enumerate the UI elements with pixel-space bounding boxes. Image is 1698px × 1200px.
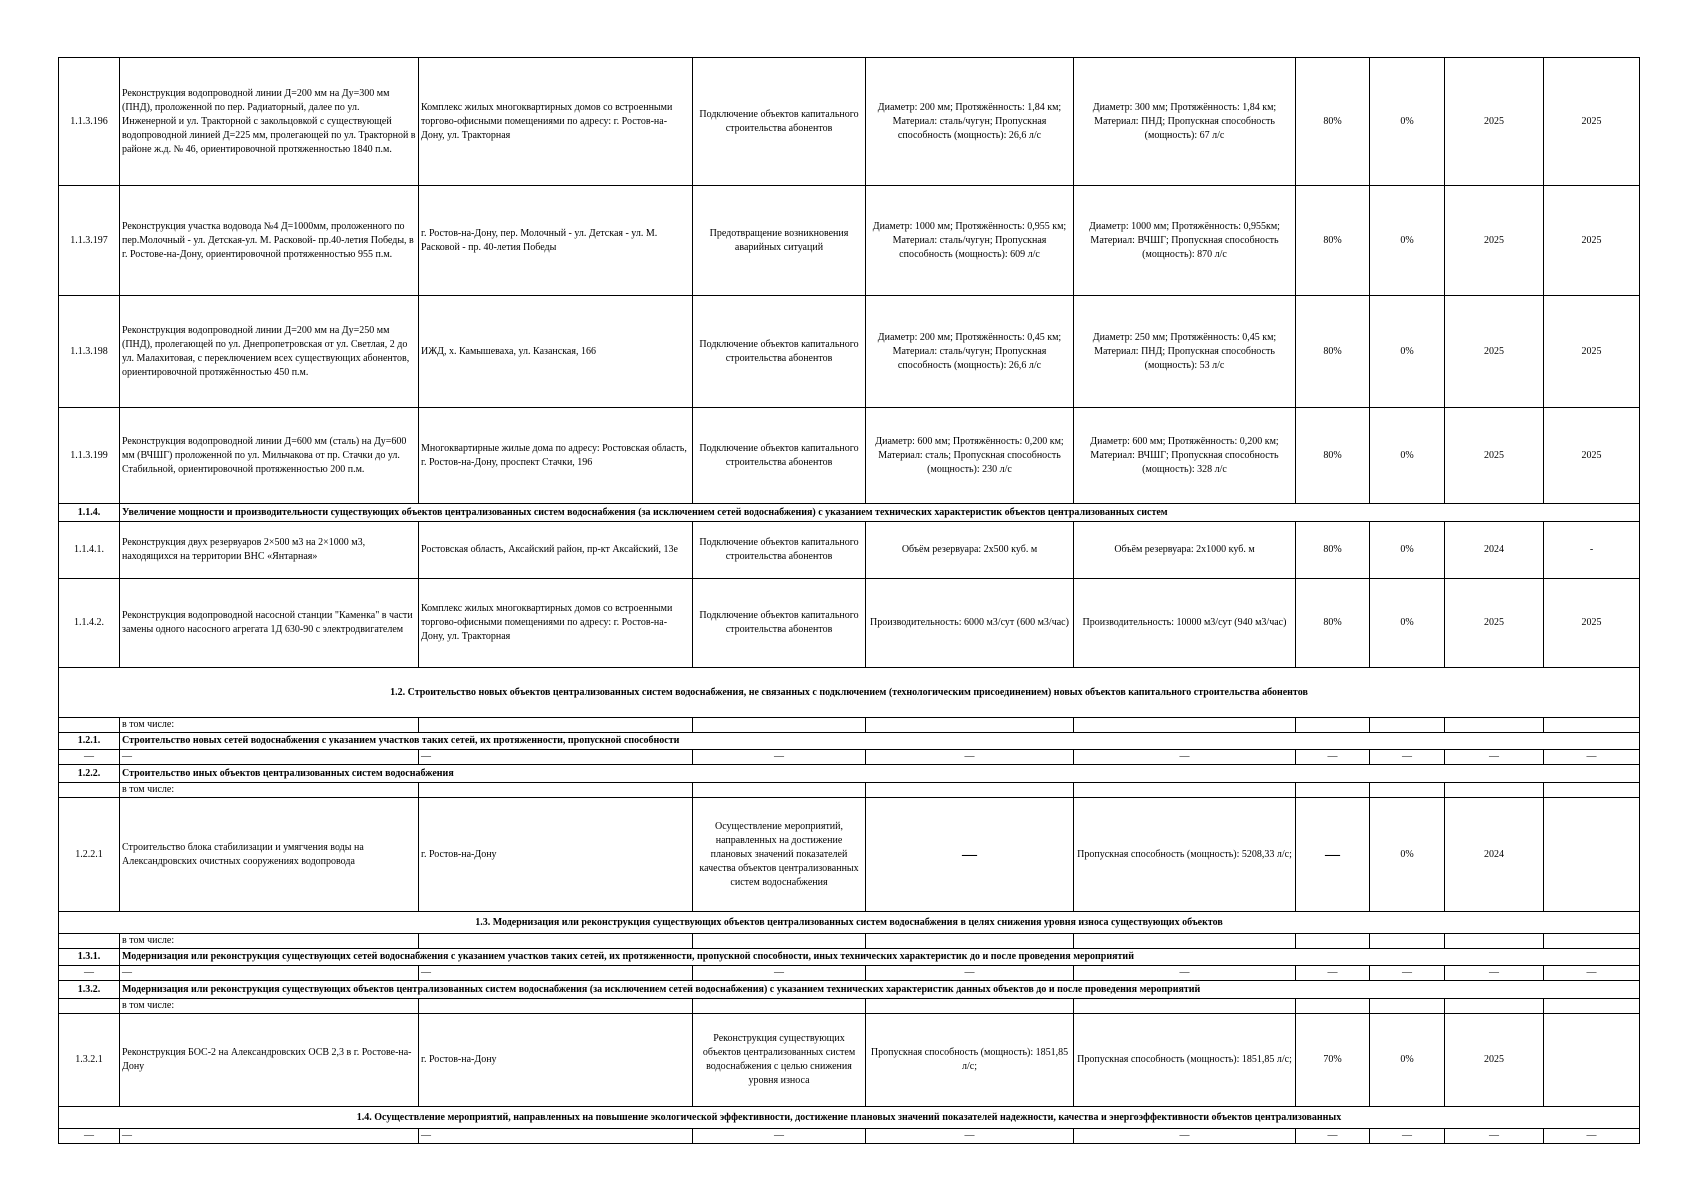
year-end (1544, 798, 1640, 912)
percent-value: 70% (1296, 1014, 1370, 1107)
row-number: 1.1.3.197 (59, 186, 120, 296)
table-row (59, 186, 1640, 296)
characteristics-before: Диаметр: 200 мм; Протяжённость: 1,84 км; Материал: сталь/чугун; Пропускная способность (мощность): 26,6 л/с (866, 58, 1074, 186)
subsection-number: 1.3.2. (59, 981, 120, 999)
dash-cell: — (693, 1129, 866, 1144)
dash-cell: — (1445, 750, 1544, 765)
percent-value: 0% (1370, 296, 1445, 408)
dash-cell: — (120, 966, 419, 981)
section-header (59, 912, 1640, 934)
measure-purpose: Подключение объектов капитального строительства абонентов (693, 579, 866, 668)
measure-purpose: Реконструкция существующих объектов централизованных систем водоснабжения с целью снижения уровня износа (693, 1014, 866, 1107)
subsection-header (59, 981, 1640, 999)
dash-cell: — (1445, 966, 1544, 981)
subsection-number: 1.3.1. (59, 949, 120, 966)
dash-cell: — (1544, 750, 1640, 765)
measure-name: Строительство блока стабилизации и умягчения воды на Александровских очистных сооружениях водопровода (120, 798, 419, 912)
dash-cell: — (1296, 1129, 1370, 1144)
dash-cell: — (693, 750, 866, 765)
characteristics-before: Пропускная способность (мощность): 1851,85 л/с; (866, 1014, 1074, 1107)
percent-value: — (1296, 798, 1370, 912)
percent-value: 0% (1370, 798, 1445, 912)
including-row (59, 718, 1640, 733)
characteristics-before: — (866, 798, 1074, 912)
dash-cell: — (419, 750, 693, 765)
measure-location: Многоквартирные жилые дома по адресу: Ростовская область, г. Ростов-на-Дону, проспект Стачки, 196 (419, 408, 693, 504)
row-number: 1.1.4.1. (59, 522, 120, 579)
table-row (59, 579, 1640, 668)
year-end: 2025 (1544, 296, 1640, 408)
characteristics-after: Объём резервуара: 2х1000 куб. м (1074, 522, 1296, 579)
dash-cell: — (866, 1129, 1074, 1144)
empty-row (59, 750, 1640, 765)
dash-cell: — (1544, 1129, 1640, 1144)
measure-location: Ростовская область, Аксайский район, пр-кт Аксайский, 13е (419, 522, 693, 579)
percent-value: 0% (1370, 58, 1445, 186)
subsection-header (59, 733, 1640, 750)
characteristics-after: Пропускная способность (мощность): 5208,33 л/с; (1074, 798, 1296, 912)
year-start: 2025 (1445, 408, 1544, 504)
characteristics-after: Диаметр: 600 мм; Протяжённость: 0,200 км; Материал: ВЧШГ; Пропускная способность (мощность): 328 л/с (1074, 408, 1296, 504)
dash-cell: — (1296, 966, 1370, 981)
measure-purpose: Подключение объектов капитального строительства абонентов (693, 296, 866, 408)
dash-cell: — (59, 750, 120, 765)
row-number: 1.2.2.1 (59, 798, 120, 912)
subsection-title: Модернизация или реконструкция существующих сетей водоснабжения с указанием участков таких сетей, их протяженности, пропускной способности, иных технических характеристик до и после проведения мероприятий (120, 949, 1640, 966)
dash-cell: — (1544, 966, 1640, 981)
year-end: 2025 (1544, 579, 1640, 668)
section-header (59, 668, 1640, 718)
measure-name: Реконструкция двух резервуаров 2×500 м3 на 2×1000 м3, находящихся на территории ВНС «Янтарная» (120, 522, 419, 579)
including-label: в том числе: (120, 718, 419, 733)
characteristics-before: Производительность: 6000 м3/сут (600 м3/час) (866, 579, 1074, 668)
including-row (59, 783, 1640, 798)
year-end: 2025 (1544, 186, 1640, 296)
year-start: 2025 (1445, 1014, 1544, 1107)
percent-value: 0% (1370, 579, 1445, 668)
section-title: 1.2. Строительство новых объектов централизованных систем водоснабжения, не связанных с подключением (технологическим присоединением) новых объектов капитального строительства абонентов (59, 668, 1640, 718)
measure-location: г. Ростов-на-Дону, пер. Молочный - ул. Детская - ул. М. Расковой - пр. 40-летия Победы (419, 186, 693, 296)
measure-name: Реконструкция водопроводной линии Д=200 мм на Ду=250 мм (ПНД), пролегающей по ул. Днепропетровская от ул. Светлая, 2 до ул. Малахитовая, с переключением всех существующих абонентов, ориентировочной протяжённостью 450 п.м. (120, 296, 419, 408)
percent-value: 80% (1296, 186, 1370, 296)
characteristics-before: Диаметр: 600 мм; Протяжённость: 0,200 км; Материал: сталь; Пропускная способность (мощность): 230 л/с (866, 408, 1074, 504)
subsection-header (59, 949, 1640, 966)
year-end: 2025 (1544, 408, 1640, 504)
empty-row (59, 1129, 1640, 1144)
row-number: 1.1.3.196 (59, 58, 120, 186)
dash-cell: — (59, 966, 120, 981)
percent-value: 80% (1296, 408, 1370, 504)
dash-cell: — (120, 1129, 419, 1144)
percent-value: 0% (1370, 1014, 1445, 1107)
subsection-number: 1.2.2. (59, 765, 120, 783)
percent-value: 80% (1296, 58, 1370, 186)
dash-cell: — (120, 750, 419, 765)
row-number: 1.1.3.198 (59, 296, 120, 408)
year-end: - (1544, 522, 1640, 579)
including-row (59, 999, 1640, 1014)
row-number: 1.3.2.1 (59, 1014, 120, 1107)
row-number: 1.1.4.2. (59, 579, 120, 668)
measure-purpose: Подключение объектов капитального строительства абонентов (693, 408, 866, 504)
percent-value: 0% (1370, 186, 1445, 296)
measure-purpose: Осуществление мероприятий, направленных на достижение плановых значений показателей качества объектов централизованных систем водоснабжения (693, 798, 866, 912)
characteristics-after: Диаметр: 250 мм; Протяжённость: 0,45 км; Материал: ПНД; Пропускная способность (мощность): 53 л/с (1074, 296, 1296, 408)
measure-purpose: Подключение объектов капитального строительства абонентов (693, 58, 866, 186)
year-start: 2025 (1445, 58, 1544, 186)
characteristics-after: Пропускная способность (мощность): 1851,85 л/с; (1074, 1014, 1296, 1107)
measure-location: г. Ростов-на-Дону (419, 1014, 693, 1107)
subsection-number: 1.1.4. (59, 504, 120, 522)
characteristics-before: Диаметр: 200 мм; Протяжённость: 0,45 км; Материал: сталь/чугун; Пропускная способность (мощность): 26,6 л/с (866, 296, 1074, 408)
dash-cell: — (419, 1129, 693, 1144)
year-start: 2024 (1445, 798, 1544, 912)
subsection-header (59, 765, 1640, 783)
characteristics-after: Диаметр: 300 мм; Протяжённость: 1,84 км; Материал: ПНД; Пропускная способность (мощность): 67 л/с (1074, 58, 1296, 186)
measure-location: Комплекс жилых многоквартирных домов со встроенными торгово-офисными помещениями по адресу: г. Ростов-на-Дону, ул. Тракторная (419, 579, 693, 668)
year-start: 2025 (1445, 579, 1544, 668)
year-end (1544, 1014, 1640, 1107)
subsection-title: Модернизация или реконструкция существующих объектов централизованных систем водоснабжения (за исключением сетей водоснабжения) с указанием технических характеристик данных объектов до и после проведения мероприятий (120, 981, 1640, 999)
characteristics-after: Диаметр: 1000 мм; Протяжённость: 0,955км; Материал: ВЧШГ; Пропускная способность (мощность): 870 л/с (1074, 186, 1296, 296)
subsection-header (59, 504, 1640, 522)
characteristics-before: Объём резервуара: 2х500 куб. м (866, 522, 1074, 579)
section-header (59, 1107, 1640, 1129)
characteristics-before: Диаметр: 1000 мм; Протяжённость: 0,955 км; Материал: сталь/чугун; Пропускная способность (мощность): 609 л/с (866, 186, 1074, 296)
section-title: 1.3. Модернизация или реконструкция существующих объектов централизованных систем водоснабжения в целях снижения уровня износа существующих объектов (59, 912, 1640, 934)
measure-purpose: Подключение объектов капитального строительства абонентов (693, 522, 866, 579)
table-row (59, 522, 1640, 579)
measure-name: Реконструкция водопроводной насосной станции "Каменка" в части замены одного насосного агрегата 1Д 630-90 с электродвигателем (120, 579, 419, 668)
year-start: 2025 (1445, 186, 1544, 296)
section-title: 1.4. Осуществление мероприятий, направленных на повышение экологической эффективности, достижение плановых значений показателей надежности, качества и энергоэффективности объектов централизованных (59, 1107, 1640, 1129)
table-row (59, 408, 1640, 504)
year-start: 2025 (1445, 296, 1544, 408)
including-label: в том числе: (120, 934, 419, 949)
year-start: 2024 (1445, 522, 1544, 579)
dash-cell: — (866, 750, 1074, 765)
dash-cell: — (1370, 966, 1445, 981)
dash-cell: — (1445, 1129, 1544, 1144)
dash-cell: — (419, 966, 693, 981)
measure-location: г. Ростов-на-Дону (419, 798, 693, 912)
subsection-title: Строительство новых сетей водоснабжения с указанием участков таких сетей, их протяженности, пропускной способности (120, 733, 1640, 750)
table-row (59, 58, 1640, 186)
table-row (59, 296, 1640, 408)
measure-name: Реконструкция водопроводной линии Д=200 мм на Ду=300 мм (ПНД), проложенной по пер. Радиаторный, далее по ул. Инженерной и ул. Тракторной с закольцовкой с существующей водопроводной линией Д=225 мм, пролегающей по ул. Тракторной в районе ж.д. № 46, ориентировочной протяженностью 1840 п.м. (120, 58, 419, 186)
dash-cell: — (1074, 1129, 1296, 1144)
including-row (59, 934, 1640, 949)
row-number: 1.1.3.199 (59, 408, 120, 504)
subsection-title: Строительство иных объектов централизованных систем водоснабжения (120, 765, 1640, 783)
including-label: в том числе: (120, 999, 419, 1014)
dash-cell: — (1074, 966, 1296, 981)
subsection-number: 1.2.1. (59, 733, 120, 750)
empty-row (59, 966, 1640, 981)
percent-value: 0% (1370, 522, 1445, 579)
dash-cell: — (1370, 750, 1445, 765)
percent-value: 80% (1296, 296, 1370, 408)
measure-location: Комплекс жилых многоквартирных домов со встроенными торгово-офисными помещениями по адресу: г. Ростов-на-Дону, ул. Тракторная (419, 58, 693, 186)
measure-name: Реконструкция водопроводной линии Д=600 мм (сталь) на Ду=600 мм (ВЧШГ) проложенной по ул. Мильчакова от пр. Стачки до ул. Стабильной, ориентировочной протяженностью 200 п.м. (120, 408, 419, 504)
dash-cell: — (59, 1129, 120, 1144)
percent-value: 80% (1296, 522, 1370, 579)
measure-purpose: Предотвращение возникновения аварийных ситуаций (693, 186, 866, 296)
measure-name: Реконструкция БОС-2 на Александровских ОСВ 2,3 в г. Ростове-на-Дону (120, 1014, 419, 1107)
measures-table (58, 57, 1640, 1144)
dash-cell: — (1296, 750, 1370, 765)
table-row (59, 1014, 1640, 1107)
measure-location: ИЖД, х. Камышеваха, ул. Казанская, 166 (419, 296, 693, 408)
percent-value: 0% (1370, 408, 1445, 504)
including-label: в том числе: (120, 783, 419, 798)
table-row (59, 798, 1640, 912)
dash-cell: — (1074, 750, 1296, 765)
subsection-title: Увеличение мощности и производительности существующих объектов централизованных систем водоснабжения (за исключением сетей водоснабжения) с указанием технических характеристик объектов централизованных систем (120, 504, 1640, 522)
dash-cell: — (693, 966, 866, 981)
dash-cell: — (1370, 1129, 1445, 1144)
percent-value: 80% (1296, 579, 1370, 668)
characteristics-after: Производительность: 10000 м3/сут (940 м3/час) (1074, 579, 1296, 668)
year-end: 2025 (1544, 58, 1640, 186)
dash-cell: — (866, 966, 1074, 981)
measure-name: Реконструкция участка водовода №4 Д=1000мм, проложенного по пер.Молочный - ул. Детская-ул. М. Расковой- пр.40-летия Победы, в г. Ростове-на-Дону, ориентировочной протяженностью 955 п.м. (120, 186, 419, 296)
